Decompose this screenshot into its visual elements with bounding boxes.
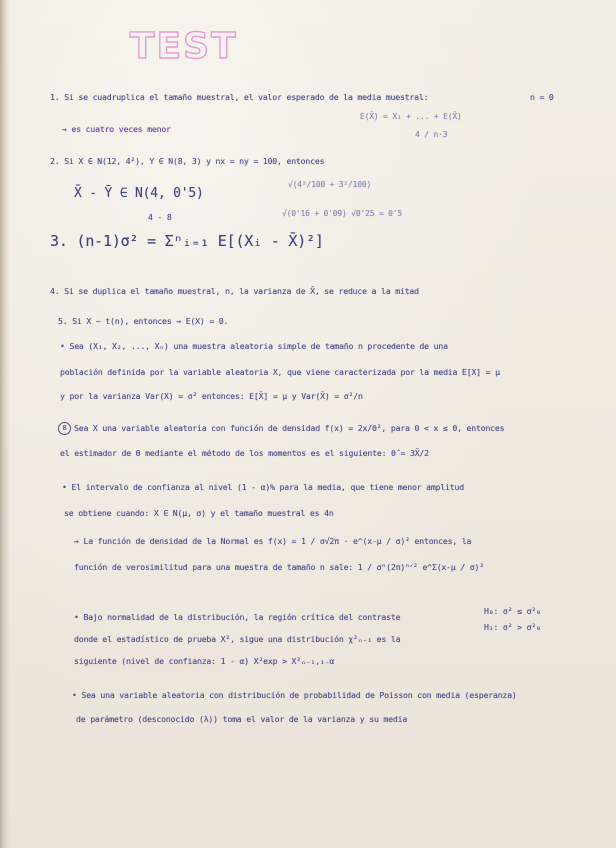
hypothesis-alt: H₁: σ² > σ²₀: [484, 622, 541, 632]
statement-density-text: Sea X una variable aleatoria con función de densidad f(x) = 2x/θ², para 0 < x ≤ θ, entonces: [74, 423, 505, 433]
hypothesis-null: H₀: σ² ≤ σ²₀: [484, 606, 541, 616]
question-2-calc-2: √(0'16 + 0'09) √0'25 = 0'5: [282, 209, 403, 218]
question-1-answer: → es cuatro veces menor: [62, 124, 171, 134]
statement-estimator: el estimador de θ mediante el método de los momentos es el siguiente: θ̂ = 3X̄/2: [60, 448, 429, 458]
statement-poisson: • Sea una variable aleatoria con distribución de probabilidad de Poisson con media (esperanza): [72, 690, 517, 700]
statement-critical-answer: siguiente (nivel de confianza: 1 - α) X²exp > X²ₙ₋₁,₁₋α: [74, 656, 335, 666]
statement-variance: y por la varianza Var(X) = σ² entonces: E[X̄] = μ y Var(X̄) = σ²/n: [60, 391, 363, 401]
statement-density: [58, 422, 504, 435]
question-2: 2. Si X ∈ N(12, 4²), Y ∈ N(8, 3) y nx = ny = 100, entonces: [50, 156, 325, 166]
question-5: 5. Si X ~ t(n), entonces → E(X) = 0.: [58, 316, 229, 326]
statement-normal-density: → La función de densidad de la Normal es f(x) = 1 / σ√2π · e^(x-μ / σ)² entonces, la: [74, 536, 472, 546]
statement-sample: • Sea (X₁, X₂, ..., Xₙ) una muestra aleatoria simple de tamaño n procedente de una: [60, 341, 448, 351]
statement-interval: • El intervalo de confianza al nivel (1 - α)% para la media, que tiene menor amplitud: [62, 482, 464, 492]
statement-likelihood: función de verosimilitud para una muestra de tamaño n sale: 1 / σⁿ(2π)ⁿᐟ² e^Σ(x-μ / σ)²: [74, 562, 484, 572]
statement-critical-region: • Bajo normalidad de la distribución, la región crítica del contraste: [74, 612, 401, 622]
question-2-calc: √(4²/100 + 3²/100): [288, 180, 372, 189]
statement-population: población definida por la variable aleatoria X, que viene caracterizada por la media E[X] = μ: [60, 367, 500, 377]
statement-statistic: donde el estadístico de prueba X², sigue una distribución χ²ₙ₋₁ es la: [74, 634, 401, 644]
question-2-diff: 4 - 8: [148, 212, 172, 222]
question-3: 3. (n-1)σ² = Σⁿᵢ₌₁ E[(Xᵢ - X̄)²]: [50, 232, 324, 250]
statement-poisson-2: de parámetro (desconocido (λ)) toma el valor de la varianza y su media: [76, 714, 408, 724]
statement-interval-answer: se obtiene cuando: X ∈ N(μ, σ) y el tamaño muestral es 4n: [64, 508, 334, 518]
circled-mark: 8: [58, 422, 71, 435]
question-2-answer: X̄ - Ȳ ∈ N(4, 0'5): [74, 186, 204, 201]
question-1: 1. Si se cuadruplica el tamaño muestral, el valor esperado de la media muestral:: [50, 92, 429, 102]
question-1-calc-2: 4 / n·3: [415, 130, 448, 139]
page-title: TEST: [130, 26, 238, 67]
page-edge-shadow: [0, 0, 10, 848]
question-4: 4. Si se duplica el tamaño muestral, n, la varianza de X̄, se reduce a la mitad: [50, 286, 419, 296]
question-1-note: n = 0: [530, 92, 554, 102]
question-1-calc: E(X̄) = X₁ + ... + E(X̄): [360, 112, 462, 121]
